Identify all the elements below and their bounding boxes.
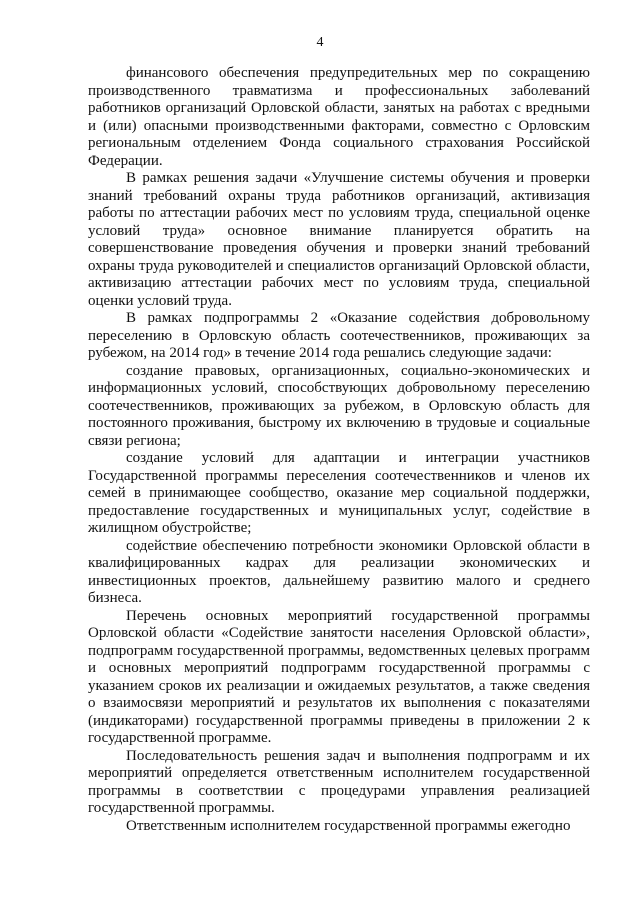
paragraph-task-economy: содействие обеспечению потребности экономики Орловской области в квалифицированных кадрах для реализации экономических и инвестиционных проектов, дальнейшему развитию малого и среднего бизнеса. [88, 537, 590, 606]
paragraph-task-conditions: создание правовых, организационных, социально-экономических и информационных условий, способствующих добровольному переселению соотечественников, проживающих за рубежом, в Орловскую область для постоянного проживания, быстрому их включению в трудовые и социальные связи региона; [88, 362, 590, 449]
paragraph-financial-support: финансового обеспечения предупредительных мер по сокращению производственного травматизма и профессиональных заболеваний работников организаций Орловской области, занятых на работах с вредными и (или) опасными производственными факторами, совместно с Орловским региональным отделением Фонда социального страхования Российской Федерации. [88, 65, 590, 169]
body-text [88, 65, 590, 835]
paragraph-responsible-executor: Ответственным исполнителем государственной программы ежегодно [126, 817, 571, 834]
paragraph-training-task: В рамках решения задачи «Улучшение системы обучения и проверки знаний требований охраны труда работников организаций, активизация работы по аттестации рабочих мест по условиям труда, специальной оценке условий труда» основное внимание планируется обратить на совершенствование проведения обучения и проверки знаний требований охраны труда руководителей и специалистов организаций Орловской области, активизацию аттестации рабочих мест по условиям труда, специальной оценки условий труда. [88, 170, 590, 309]
paragraph-task-adaptation: создание условий для адаптации и интеграции участников Государственной программы переселения соотечественников и членов их семей в принимающее сообщество, оказание мер социальной поддержки, предоставление государственных и муниципальных услуг, содействие в жилищном обустройстве; [88, 450, 590, 536]
page-number: 4 [316, 35, 324, 50]
paragraph-list-of-measures: Перечень основных мероприятий государственной программы Орловской области «Содействие занятости населения Орловской области», подпрограмм государственной программы, ведомственных целевых программ и основных мероприятий подпрограмм государственной программы с указанием сроков их реализации и ожидаемых результатов, а также сведения о взаимосвязи мероприятий и результатов их выполнения с показателями (индикаторами) государственной программы приведены в приложении 2 к государственной программе. [88, 607, 590, 746]
paragraph-subprogram-2: В рамках подпрограммы 2 «Оказание содействия добровольному переселению в Орловскую область соотечественников, проживающих за рубежом, на 2014 год» в течение 2014 года решались следующие задачи: [88, 310, 590, 361]
paragraph-sequence: Последовательность решения задач и выполнения подпрограмм и их мероприятий определяется ответственным исполнителем государственной программы в соответствии с процедурами управления реализацией государственной программы. [88, 747, 590, 816]
